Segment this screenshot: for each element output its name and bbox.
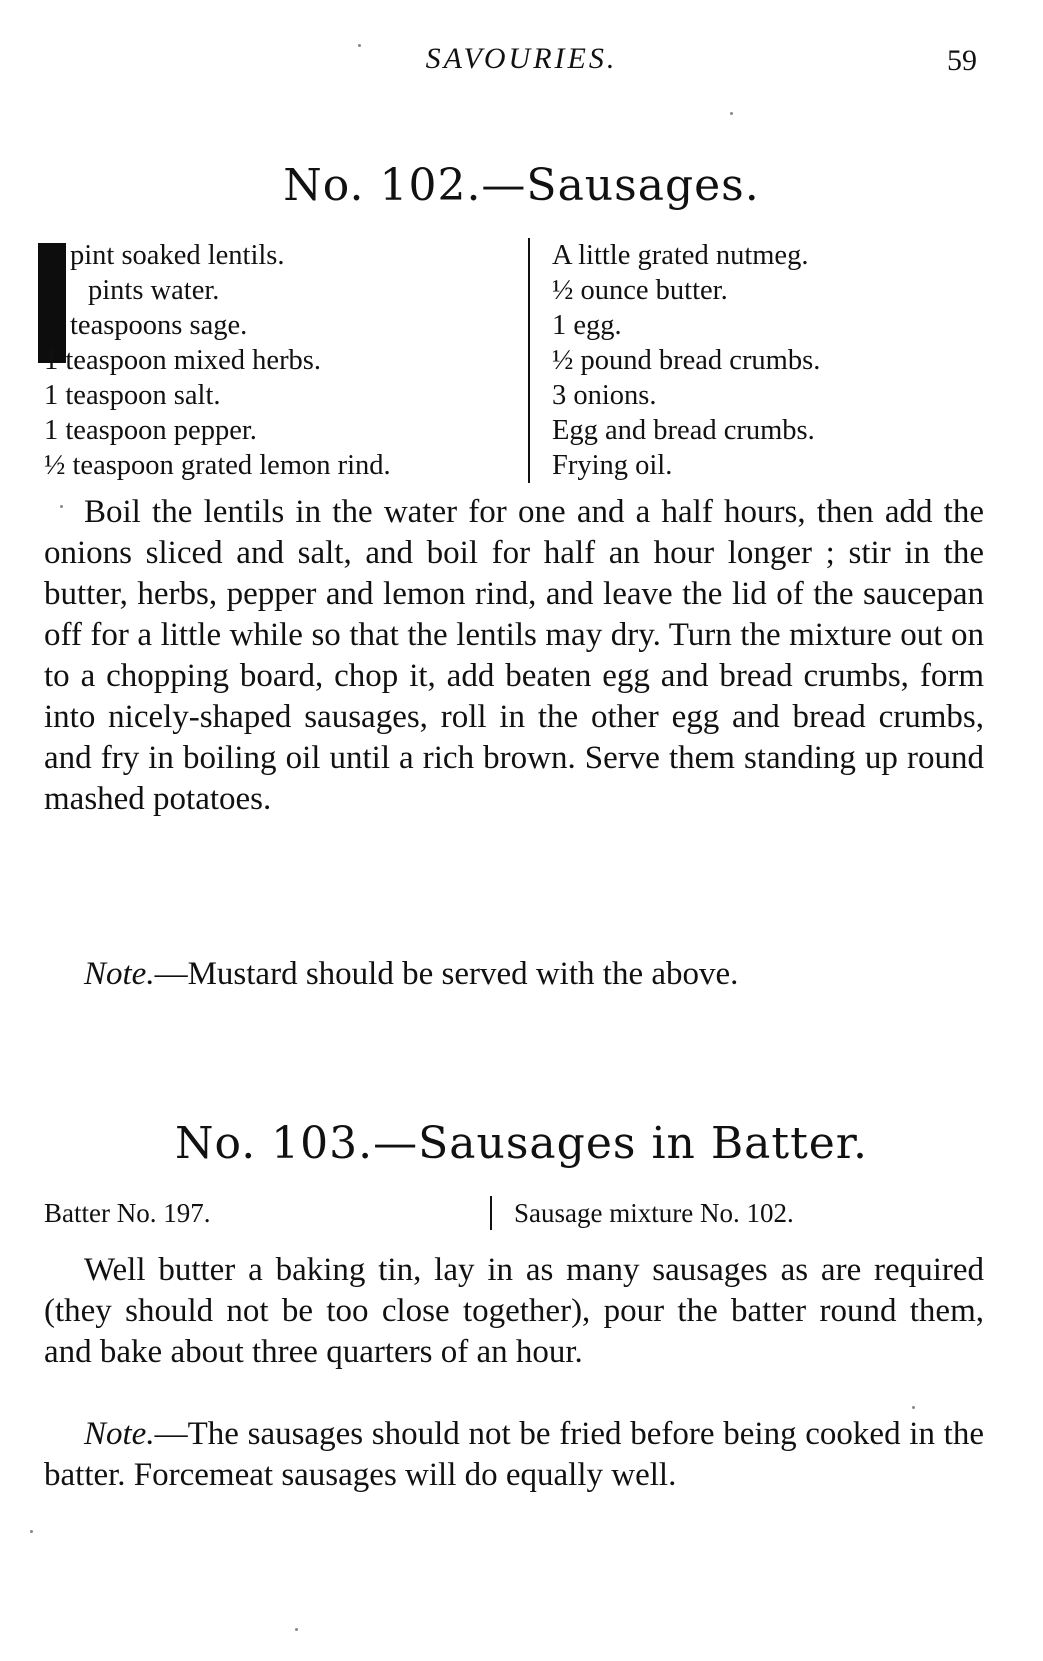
ingredient-item: ½ pound bread crumbs. [552,345,821,376]
ingredients-left-column [44,238,530,483]
recipe-103-ingredients [44,1196,976,1230]
scan-speck [30,1530,33,1533]
ingredient-item: 3 onions. [552,380,657,411]
recipe-103-note [44,1414,984,1496]
ingredient-item: A little grated nutmeg. [552,240,809,271]
recipe-103-title: No. 103.—Sausages in Batter. [174,1118,868,1169]
scan-speck [60,505,63,508]
ingredient-item: Batter No. 197. [44,1198,211,1228]
scan-speck [358,44,361,47]
ingredients-right-column [492,1196,794,1230]
ingredient-item: pints water. [88,275,220,306]
ingredient-item: Sausage mixture No. 102. [514,1198,794,1228]
ingredient-item: teaspoons sage. [70,310,248,341]
scan-speck [730,112,733,115]
note-text: —Mustard should be served with the above. [154,956,739,992]
recipe-102-ingredients [44,238,976,483]
page-number: 59 [947,44,977,77]
ingredients-left-column [44,1196,492,1230]
note-text: —The sausages should not be fried before being cooked in the batter. Forcemeat sausages will do equally well. [44,1416,984,1493]
ingredient-item: 1 teaspoon mixed herbs. [44,345,322,376]
ingredient-item: ½ ounce butter. [552,275,728,306]
ingredient-item: 1 teaspoon salt. [44,380,221,411]
note-label: Note. [84,956,155,992]
ingredient-item: pint soaked lentils. [70,240,285,271]
scan-speck [912,1406,915,1409]
recipe-102-title: No. 102.—Sausages. [283,160,760,211]
ingredient-item: 1 teaspoon pepper. [44,415,257,446]
ingredient-item: ½ teaspoon grated lemon rind. [44,450,391,481]
recipe-102-method [44,492,984,820]
running-head: SAVOURIES. [425,42,618,75]
method-text: Boil the lentils in the water for one and a half hours, then add the onions sliced and salt, and boil for half an hour longer ; stir in the butter, herbs, pepper and lemon rind, and leave the lid of the saucepan off for a little while so that the lentils may dry. Turn the mixture out on to a chopping board, chop it, add beaten egg and bread crumbs, form into nicely-shaped sausages, roll in the other egg and bread crumbs, and fry in boiling oil until a rich brown. Serve them standing up round mashed potatoes. [44,494,984,817]
recipe-103-method [44,1250,984,1373]
recipe-102-note [44,954,984,995]
ingredients-right-column [530,238,820,483]
method-text: Well butter a baking tin, lay in as many sausages as are required (they should not be too close together), pour the batter round them, and bake about three quarters of an hour. [44,1252,984,1370]
ingredient-item: Frying oil. [552,450,673,481]
ingredient-item: Egg and bread crumbs. [552,415,815,446]
scan-speck [295,1628,298,1631]
ingredient-item: 1 egg. [552,310,622,341]
note-label: Note. [84,1416,155,1452]
